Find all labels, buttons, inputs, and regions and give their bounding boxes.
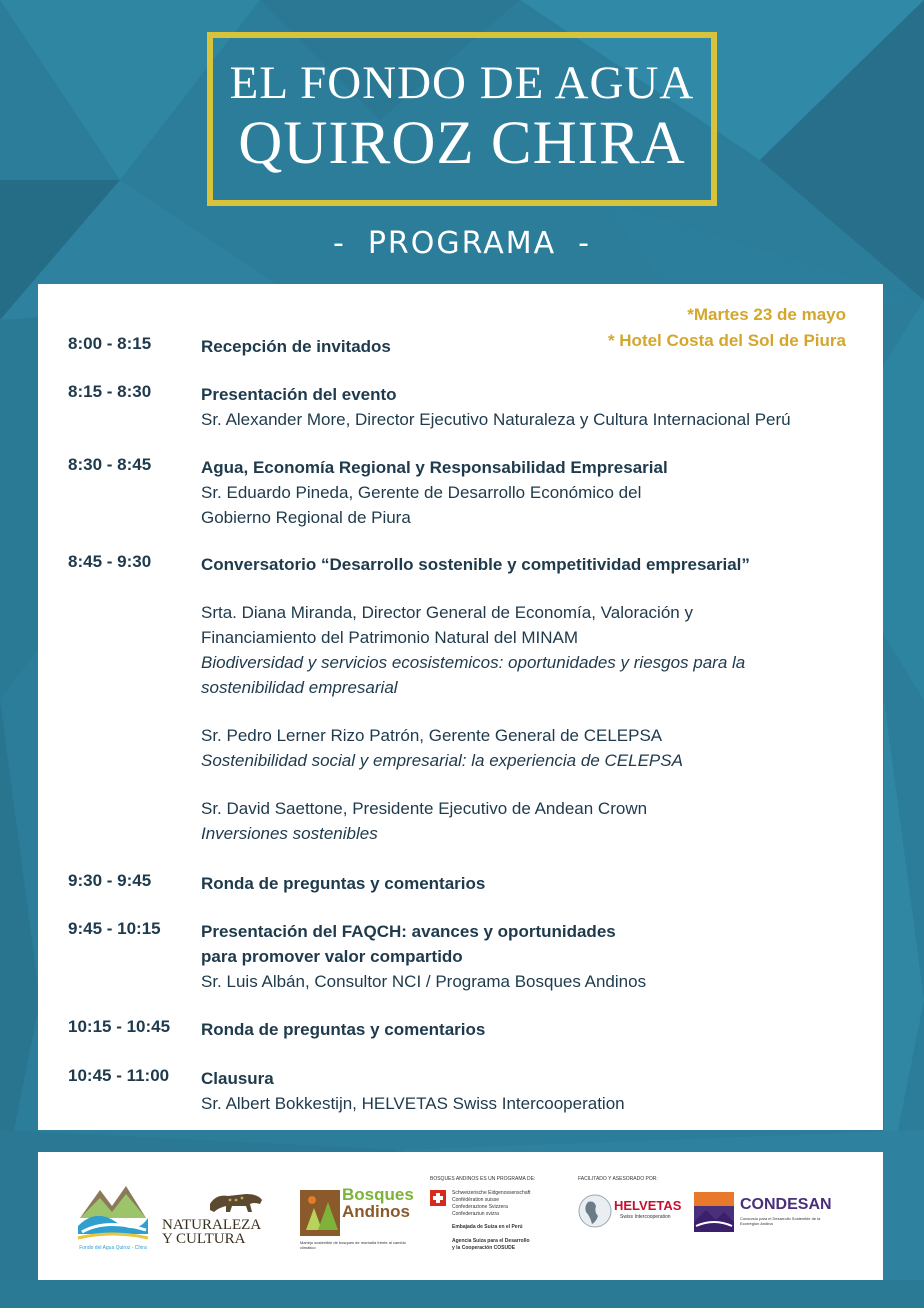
title-line-1: EL FONDO DE AGUA (229, 57, 695, 109)
swiss-name-4: Confederaziun svizra (452, 1211, 499, 1217)
schedule-time: 10:15 - 10:45 (68, 1017, 171, 1036)
schedule-title: Presentación del FAQCH: avances y oportunidades (201, 922, 616, 941)
schedule-content (201, 382, 861, 432)
event-venue: * Hotel Costa del Sol de Piura (607, 331, 846, 350)
panelist-topic: Inversiones sostenibles (201, 824, 378, 843)
schedule-time: 8:30 - 8:45 (68, 455, 152, 474)
schedule-content (201, 919, 861, 994)
schedule-title: Clausura (201, 1069, 274, 1088)
bosques-mark-icon (300, 1190, 340, 1236)
facilitado-label: FACILITADO Y ASESORADO POR: (578, 1176, 658, 1182)
bosques-andinos-logo (300, 1186, 420, 1248)
helvetas-name: HELVETAS (614, 1198, 682, 1213)
schedule-speaker: Sr. Luis Albán, Consultor NCI / Programa Bosques Andinos (201, 972, 647, 991)
program-heading-text: PROGRAMA (367, 226, 557, 261)
schedule-content (201, 455, 861, 530)
schedule-title: para promover valor compartido (201, 947, 463, 966)
heading-dash-left: - (332, 226, 346, 261)
schedule-content (201, 871, 861, 896)
program-heading (0, 226, 924, 261)
panelist-topic: Biodiversidad y servicios ecosistemicos: oportunidades y riesgos para la (201, 653, 746, 672)
helvetas-logo (578, 1176, 698, 1256)
schedule-title: Recepción de invitados (201, 337, 391, 356)
heading-dash-right: - (578, 226, 591, 261)
schedule-speaker: Sr. Eduardo Pineda, Gerente de Desarrollo Económico del (201, 483, 642, 502)
fondo-agua-label: Fondo del Agua Quiroz - Chira (79, 1245, 147, 1251)
fondo-agua-mark-icon (76, 1178, 150, 1240)
globe-icon (578, 1194, 612, 1228)
cosude-line-2: y la Cooperación COSUDE (452, 1245, 516, 1251)
schedule-title: Conversatorio “Desarrollo sostenible y competitividad empresarial” (201, 555, 750, 574)
program-card (38, 284, 883, 1130)
cosude-line-1: Agencia Suiza para el Desarrollo (452, 1238, 530, 1244)
panelist-name: Sr. David Saettone, Presidente Ejecutivo de Andean Crown (201, 799, 648, 818)
condesan-mark-icon (694, 1192, 734, 1232)
sponsor-logos (38, 1152, 883, 1280)
condesan-logo (694, 1192, 844, 1236)
schedule-time: 8:15 - 8:30 (68, 382, 152, 401)
swiss-cooperation-logo (430, 1176, 560, 1266)
swiss-name-3: Confederazione Svizzera (452, 1204, 508, 1210)
schedule-time: 8:45 - 9:30 (68, 552, 152, 571)
bosques-line-1: Bosques (342, 1185, 414, 1204)
schedule-content (201, 1017, 861, 1042)
schedule-speaker: Sr. Albert Bokkestijn, HELVETAS Swiss Intercooperation (201, 1094, 625, 1113)
schedule-time: 10:45 - 11:00 (68, 1066, 170, 1085)
naturaleza-line-2: Y CULTURA (162, 1231, 246, 1247)
schedule-content (201, 552, 861, 846)
embajada-label: Embajada de Suiza en el Perú (452, 1224, 523, 1230)
panelist-topic: Sostenibilidad social y empresarial: la experiencia de CELEPSA (201, 751, 683, 770)
naturaleza-line-1: NATURALEZA (162, 1217, 262, 1233)
schedule-content (201, 1066, 861, 1116)
panelist-name: Sr. Pedro Lerner Rizo Patrón, Gerente General de CELEPSA (201, 726, 663, 745)
panelist-name: Financiamiento del Patrimonio Natural del MINAM (201, 628, 578, 647)
swiss-name-1: Schweizerische Eidgenossenschaft (452, 1190, 531, 1196)
title-line-2: QUIROZ CHIRA (238, 110, 686, 177)
swiss-name-2: Confédération suisse (452, 1197, 499, 1203)
schedule-speaker: Gobierno Regional de Piura (201, 508, 411, 527)
naturaleza-cultura-logo (162, 1184, 274, 1246)
schedule-time: 9:30 - 9:45 (68, 871, 152, 890)
event-title (222, 56, 702, 178)
schedule-title: Ronda de preguntas y comentarios (201, 1020, 486, 1039)
swiss-flag-icon (430, 1190, 446, 1206)
schedule-title: Ronda de preguntas y comentarios (201, 874, 486, 893)
helvetas-subtitle: Swiss Intercooperation (620, 1214, 671, 1220)
condesan-subtitle: Consorcio para el Desarrollo Sostenible de la Ecorregión Andina (740, 1216, 821, 1226)
schedule-speaker: Sr. Alexander More, Director Ejecutivo Naturaleza y Cultura Internacional Perú (201, 410, 791, 429)
schedule-time: 8:00 - 8:15 (68, 334, 152, 353)
schedule-time: 9:45 - 10:15 (68, 919, 161, 938)
jaguar-icon (206, 1188, 266, 1214)
panelist-topic: sostenibilidad empresarial (201, 678, 398, 697)
programa-label: BOSQUES ANDINOS ES UN PROGRAMA DE: (430, 1176, 536, 1182)
bosques-tagline: Manejo sostenible de bosques de montaña frente al cambio climático (300, 1240, 406, 1250)
event-date: *Martes 23 de mayo (687, 305, 846, 324)
condesan-name: CONDESAN (740, 1196, 832, 1213)
schedule-title: Agua, Economía Regional y Responsabilidad Empresarial (201, 458, 668, 477)
fondo-agua-logo (76, 1178, 150, 1252)
bosques-line-2: Andinos (342, 1202, 410, 1221)
schedule-title: Presentación del evento (201, 385, 397, 404)
panelist-name: Srta. Diana Miranda, Director General de Economía, Valoración y (201, 603, 693, 622)
schedule-content (201, 334, 861, 359)
